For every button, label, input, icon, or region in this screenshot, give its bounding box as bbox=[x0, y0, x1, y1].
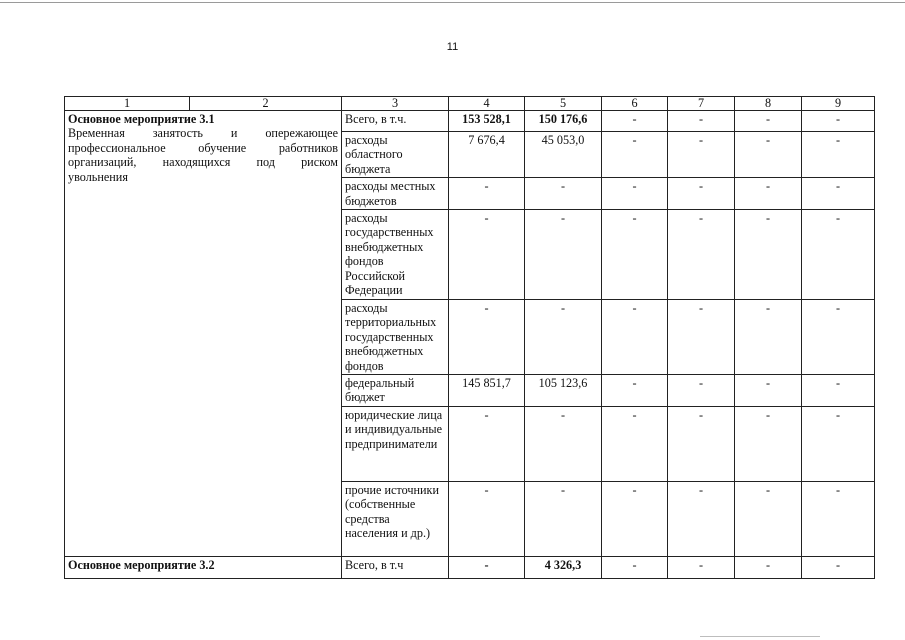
value-cell: - bbox=[449, 178, 525, 210]
value-cell: - bbox=[668, 406, 735, 481]
value-cell: - bbox=[668, 111, 735, 132]
header-cell: 9 bbox=[802, 97, 875, 111]
value-cell: - bbox=[802, 375, 875, 407]
value-cell: - bbox=[735, 406, 802, 481]
value-cell: - bbox=[735, 375, 802, 407]
value-cell: 7 676,4 bbox=[449, 132, 525, 178]
value-cell: - bbox=[668, 178, 735, 210]
value-cell: - bbox=[602, 406, 668, 481]
value-cell: - bbox=[525, 481, 602, 556]
value-cell: - bbox=[602, 111, 668, 132]
measure-title: Основное мероприятие 3.2 bbox=[65, 556, 342, 578]
funding-source: расходы территориальных государственных внебюджетных фондов bbox=[342, 300, 449, 375]
value-cell: - bbox=[602, 132, 668, 178]
value-cell: 150 176,6 bbox=[525, 111, 602, 132]
value-cell: - bbox=[525, 178, 602, 210]
value-cell: - bbox=[735, 178, 802, 210]
table-row bbox=[65, 111, 875, 132]
value-cell: - bbox=[449, 481, 525, 556]
header-row bbox=[65, 97, 875, 111]
value-cell: - bbox=[802, 300, 875, 375]
value-cell: - bbox=[525, 406, 602, 481]
value-cell: - bbox=[802, 178, 875, 210]
value-cell: - bbox=[602, 375, 668, 407]
value-cell: - bbox=[668, 132, 735, 178]
header-cell: 4 bbox=[449, 97, 525, 111]
value-cell: - bbox=[602, 210, 668, 300]
value-cell: - bbox=[802, 406, 875, 481]
header-cell: 7 bbox=[668, 97, 735, 111]
value-cell: 4 326,3 bbox=[525, 556, 602, 578]
value-cell: - bbox=[449, 210, 525, 300]
funding-source: юридические лица и индивидуальные предприниматели bbox=[342, 406, 449, 481]
measure-description-line: увольнения bbox=[68, 169, 128, 184]
value-cell: - bbox=[735, 111, 802, 132]
funding-source: расходы государственных внебюджетных фондов Российской Федерации bbox=[342, 210, 449, 300]
value-cell: - bbox=[802, 210, 875, 300]
value-cell: - bbox=[735, 210, 802, 300]
header-cell: 5 bbox=[525, 97, 602, 111]
value-cell: - bbox=[668, 300, 735, 375]
measure-description-line: организаций, находящихся под риском bbox=[68, 155, 338, 170]
value-cell: - bbox=[668, 375, 735, 407]
value-cell: - bbox=[802, 481, 875, 556]
value-cell: 145 851,7 bbox=[449, 375, 525, 407]
funding-source: Всего, в т.ч bbox=[342, 556, 449, 578]
measure-description-line: Временная занятость и опережающее bbox=[68, 126, 338, 141]
page-top-edge bbox=[0, 2, 905, 3]
value-cell: - bbox=[668, 481, 735, 556]
header-cell: 1 bbox=[65, 97, 190, 111]
value-cell: - bbox=[525, 210, 602, 300]
measure-description-line: профессиональное обучение работников bbox=[68, 140, 338, 155]
value-cell: - bbox=[449, 556, 525, 578]
value-cell: - bbox=[735, 481, 802, 556]
funding-source: прочие источники (собственные средства населения и др.) bbox=[342, 481, 449, 556]
value-cell: - bbox=[602, 300, 668, 375]
value-cell: - bbox=[735, 132, 802, 178]
header-cell: 3 bbox=[342, 97, 449, 111]
funding-source: федеральный бюджет bbox=[342, 375, 449, 407]
value-cell: - bbox=[802, 556, 875, 578]
value-cell: - bbox=[668, 556, 735, 578]
page-number: 11 bbox=[446, 41, 459, 53]
funding-source: расходы местных бюджетов bbox=[342, 178, 449, 210]
value-cell: - bbox=[735, 300, 802, 375]
value-cell: - bbox=[602, 556, 668, 578]
funding-source: расходы областного бюджета bbox=[342, 132, 449, 178]
value-cell: - bbox=[735, 556, 802, 578]
header-cell: 2 bbox=[190, 97, 342, 111]
value-cell: - bbox=[602, 481, 668, 556]
header-cell: 6 bbox=[602, 97, 668, 111]
table-row bbox=[65, 556, 875, 578]
measure-cell bbox=[65, 111, 342, 557]
value-cell: - bbox=[802, 132, 875, 178]
value-cell: - bbox=[449, 406, 525, 481]
value-cell: 45 053,0 bbox=[525, 132, 602, 178]
value-cell: 153 528,1 bbox=[449, 111, 525, 132]
header-cell: 8 bbox=[735, 97, 802, 111]
value-cell: - bbox=[802, 111, 875, 132]
value-cell: - bbox=[668, 210, 735, 300]
value-cell: - bbox=[602, 178, 668, 210]
value-cell: - bbox=[525, 300, 602, 375]
funding-source: Всего, в т.ч. bbox=[342, 111, 449, 132]
value-cell: 105 123,6 bbox=[525, 375, 602, 407]
scan-edge-mark bbox=[700, 636, 820, 637]
budget-table bbox=[64, 96, 875, 579]
value-cell: - bbox=[449, 300, 525, 375]
measure-title: Основное мероприятие 3.1 bbox=[68, 112, 215, 126]
